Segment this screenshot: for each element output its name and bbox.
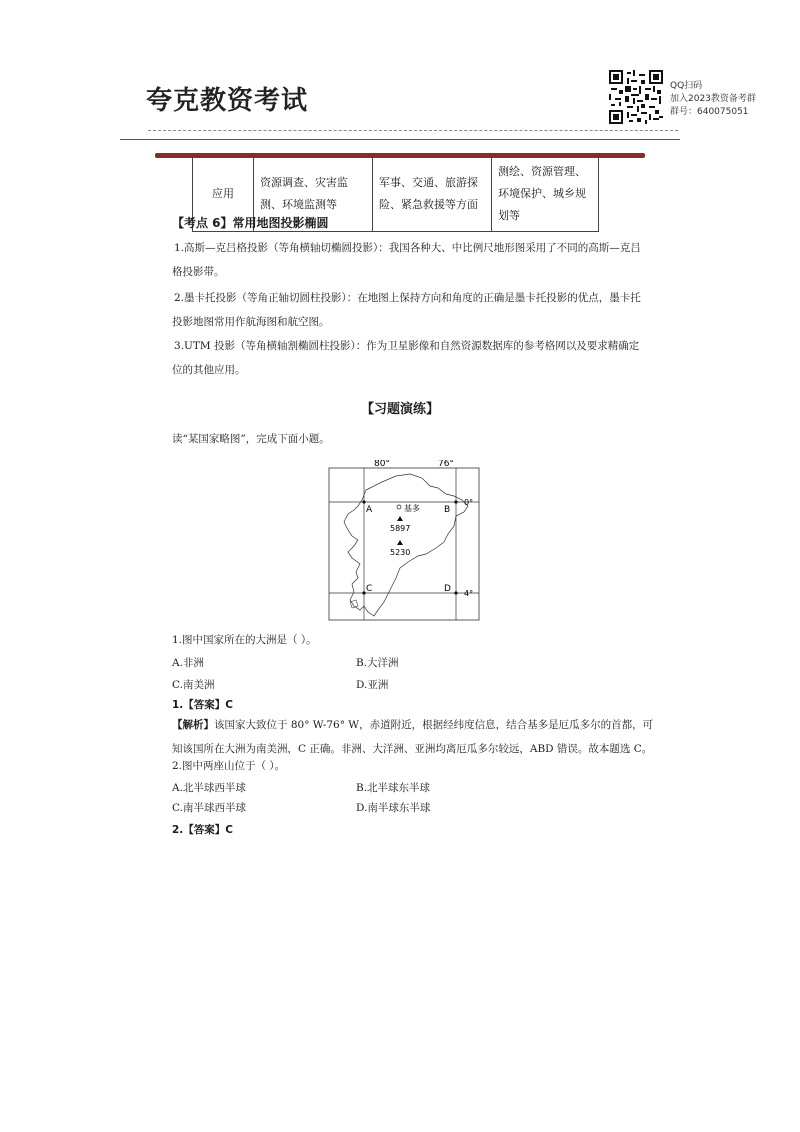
qr-caption-line-3: 群号：640075051 [670, 107, 749, 117]
country-sketch-map [326, 460, 482, 622]
country-outline [344, 474, 468, 616]
header-divider [120, 139, 680, 140]
lat-top-label: 0° [464, 498, 474, 507]
q1-option-c: C.南美洲 [172, 679, 215, 691]
lon-right-label: 76° [438, 460, 454, 469]
paragraph-utm: 3.UTM 投影（等角横轴割椭圆柱投影）：作为卫星影像和自然资源数据库的参考格网以及要求精确定位的其他应用。 [172, 340, 640, 376]
q2-option-d: D.南半球东半球 [356, 802, 431, 814]
capital-label: 基多 [404, 504, 420, 513]
peak-2-label: 5230 [390, 548, 411, 557]
label-d: D [444, 584, 451, 594]
label-b: B [444, 505, 451, 515]
lon-left-label: 80° [374, 460, 390, 469]
lat-bottom-label: 4° [464, 589, 474, 598]
exercise-title: 【习题演练】 [360, 402, 439, 417]
point-d-marker [454, 591, 457, 594]
q2-option-c: C.南半球西半球 [172, 802, 246, 814]
q1-option-b: B.大洋洲 [356, 657, 399, 669]
red-accent-bar [155, 153, 645, 158]
qr-caption-line-1: QQ扫码 [670, 81, 703, 91]
table-row-label: 应用 [193, 157, 254, 232]
capital-icon [397, 505, 401, 509]
paragraph-mercator: 2.墨卡托投影（等角正轴切圆柱投影）：在地图上保持方向和角度的正确是墨卡托投影的优点，墨卡托投影地图常用作航海图和航空图。 [172, 292, 641, 328]
exercise-intro: 读“某国家略图”，完成下面小题。 [172, 433, 330, 445]
peak-icon-2 [397, 540, 403, 545]
brand-title: 夸克教资考试 [146, 86, 309, 116]
qr-caption [670, 80, 756, 119]
table-cell: 军事、交通、旅游探险、紧急救援等方面 [373, 157, 492, 232]
table-cell: 测绘、资源管理、环境保护、城乡规划等 [492, 157, 599, 232]
question-1-stem: 1.图中国家所在的大洲是（ ）。 [172, 634, 317, 646]
peak-icon-1 [397, 516, 403, 521]
label-a: A [366, 505, 373, 515]
header-dotted-divider [148, 130, 678, 131]
section-title: 【考点 6】常用地图投影椭圆 [172, 216, 329, 230]
q2-option-b: B.北半球东半球 [356, 782, 431, 794]
q2-option-a: A.北半球西半球 [172, 782, 246, 794]
qr-code-icon [609, 70, 663, 124]
analysis-label: 【解析】 [172, 719, 214, 731]
q1-answer: 1.【答案】C [172, 699, 234, 711]
question-2-stem: 2.图中两座山位于（ ）。 [172, 760, 286, 772]
peak-1-label: 5897 [390, 524, 411, 533]
analysis-text: 该国家大致位于 80° W-76° W，赤道附近，根据经纬度信息，结合基多是厄瓜多尔的首都，可知该国所在大洲为南美洲，C 正确。非洲、大洋洲、亚洲均离厄瓜多尔较远，ABD 错误。故本题选 C。 [172, 719, 654, 755]
qr-caption-line-2: 加入2023教资备考群 [670, 94, 756, 104]
paragraph-gauss-kruger: 1.高斯—克吕格投影（等角横轴切椭圆投影）：我国各种大、中比例尺地形图采用了不同的高斯—克吕格投影带。 [172, 242, 641, 278]
point-b-marker [454, 500, 457, 503]
q1-analysis [172, 713, 662, 761]
table-cell: 资源调查、灾害监测、环境监测等 [254, 157, 373, 232]
label-c: C [366, 584, 373, 594]
point-a-marker [362, 500, 365, 503]
q1-option-a: A.非洲 [172, 657, 204, 669]
q1-option-d: D.亚洲 [356, 679, 389, 691]
q2-answer: 2.【答案】C [172, 824, 234, 836]
